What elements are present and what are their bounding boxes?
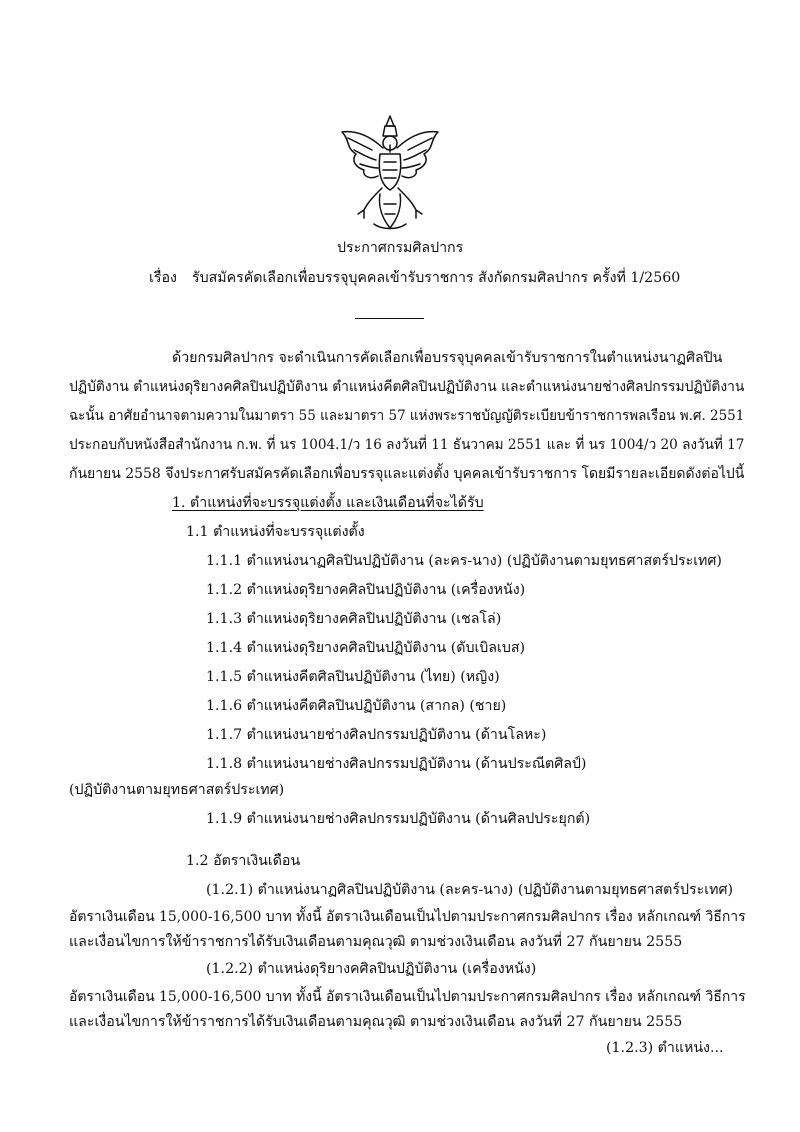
position-1-1-4: 1.1.4 ตำแหน่งดุริยางคศิลปินปฏิบัติงาน (ดับเบิลเบส) — [206, 640, 526, 656]
section-1-1-heading: 1.1 ตำแหน่งที่จะบรรจุแต่งตั้ง — [186, 524, 365, 540]
salary-1-2-1-title: (1.2.1) ตำแหน่งนาฏศิลปินปฏิบัติงาน (ละคร-นาง) (ปฏิบัติงานตามยุทธศาสตร์ประเทศ) — [206, 882, 734, 898]
position-1-1-1: 1.1.1 ตำแหน่งนาฏศิลปินปฏิบัติงาน (ละคร-นาง) (ปฏิบัติงานตามยุทธศาสตร์ประเทศ) — [206, 553, 722, 569]
intro-line-1: ด้วยกรมศิลปากร จะดำเนินการคัดเลือกเพื่อบรรจุบุคคลเข้ารับราชการในตำแหน่งนาฏศิลปิน — [172, 350, 723, 366]
position-1-1-8-continued: (ปฏิบัติงานตามยุทธศาสตร์ประเทศ) — [69, 782, 285, 798]
continued-marker: (1.2.3) ตำแหน่ง... — [606, 1040, 724, 1056]
position-1-1-3: 1.1.3 ตำแหน่งดุริยางคศิลปินปฏิบัติงาน (เชลโล่) — [206, 611, 502, 627]
position-1-1-5: 1.1.5 ตำแหน่งคีตศิลปินปฏิบัติงาน (ไทย) (หญิง) — [206, 669, 500, 685]
section-1-heading: 1. ตำแหน่งที่จะบรรจุแต่งตั้ง และเงินเดือนที่จะได้รับ — [172, 495, 484, 511]
title-divider — [355, 318, 424, 319]
subject-text: รับสมัครคัดเลือกเพื่อบรรจุบุคคลเข้ารับราชการ สังกัดกรมศิลปากร ครั้งที่ 1/2560 — [192, 270, 681, 286]
announcement-title: ประกาศกรมศิลปากร — [337, 240, 464, 256]
salary-1-2-2-line-1: อัตราเงินเดือน 15,000-16,500 บาท ทั้งนี้ อัตราเงินเดือนเป็นไปตามประกาศกรมศิลปากร เรื่อง หลักเกณฑ์ วิธีการ — [69, 989, 746, 1005]
position-1-1-8: 1.1.8 ตำแหน่งนายช่างศิลปกรรมปฏิบัติงาน (ด้านประณีตศิลป์) — [206, 756, 587, 772]
garuda-emblem-icon — [334, 114, 446, 232]
intro-line-4: ประกอบกับหนังสือสำนักงาน ก.พ. ที่ นร 1004.1/ว 16 ลงวันที่ 11 ธันวาคม 2551 และ ที่ นร 1004/ว 20 ลงวันที่ 17 — [69, 437, 745, 453]
salary-1-2-1-line-1: อัตราเงินเดือน 15,000-16,500 บาท ทั้งนี้ อัตราเงินเดือนเป็นไปตามประกาศกรมศิลปากร เรื่อง หลักเกณฑ์ วิธีการ — [69, 909, 746, 925]
intro-line-3: ฉะนั้น อาศัยอำนาจตามความในมาตรา 55 และมาตรา 57 แห่งพระราชบัญญัติระเบียบข้าราชการพลเรือน พ.ศ. 2551 — [69, 408, 745, 424]
position-1-1-7: 1.1.7 ตำแหน่งนายช่างศิลปกรรมปฏิบัติงาน (ด้านโลหะ) — [206, 727, 547, 743]
salary-1-2-2-title: (1.2.2) ตำแหน่งดุริยางคศิลปินปฏิบัติงาน (เครื่องหนัง) — [206, 961, 537, 977]
position-1-1-2: 1.1.2 ตำแหน่งดุริยางคศิลปินปฏิบัติงาน (เครื่องหนัง) — [206, 582, 526, 598]
salary-1-2-1-line-2: และเงื่อนไขการให้ข้าราชการได้รับเงินเดือนตามคุณวุฒิ ตามช่วงเงินเดือน ลงวันที่ 27 กันยายน 2555 — [69, 934, 683, 950]
position-1-1-9: 1.1.9 ตำแหน่งนายช่างศิลปกรรมปฏิบัติงาน (ด้านศิลปประยุกต์) — [206, 811, 591, 827]
salary-1-2-2-line-2: และเงื่อนไขการให้ข้าราชการได้รับเงินเดือนตามคุณวุฒิ ตามช่วงเงินเดือน ลงวันที่ 27 กันยายน 2555 — [69, 1014, 683, 1030]
subject-label: เรื่อง — [149, 270, 177, 286]
position-1-1-6: 1.1.6 ตำแหน่งคีตศิลปินปฏิบัติงาน (สากล) (ชาย) — [206, 698, 507, 714]
intro-line-5: กันยายน 2558 จึงประกาศรับสมัครคัดเลือกเพื่อบรรจุและแต่งตั้ง บุคคลเข้ารับราชการ โดยมีรายละเอียดดังต่อไปนี้ — [69, 466, 745, 482]
intro-line-2: ปฏิบัติงาน ตำแหน่งดุริยางคศิลปินปฏิบัติงาน ตำแหน่งคีตศิลปินปฏิบัติงาน และตำแหน่งนายช่างศิลปกรรมปฏิบัติงาน — [69, 379, 745, 395]
section-1-2-heading: 1.2 อัตราเงินเดือน — [186, 853, 301, 869]
